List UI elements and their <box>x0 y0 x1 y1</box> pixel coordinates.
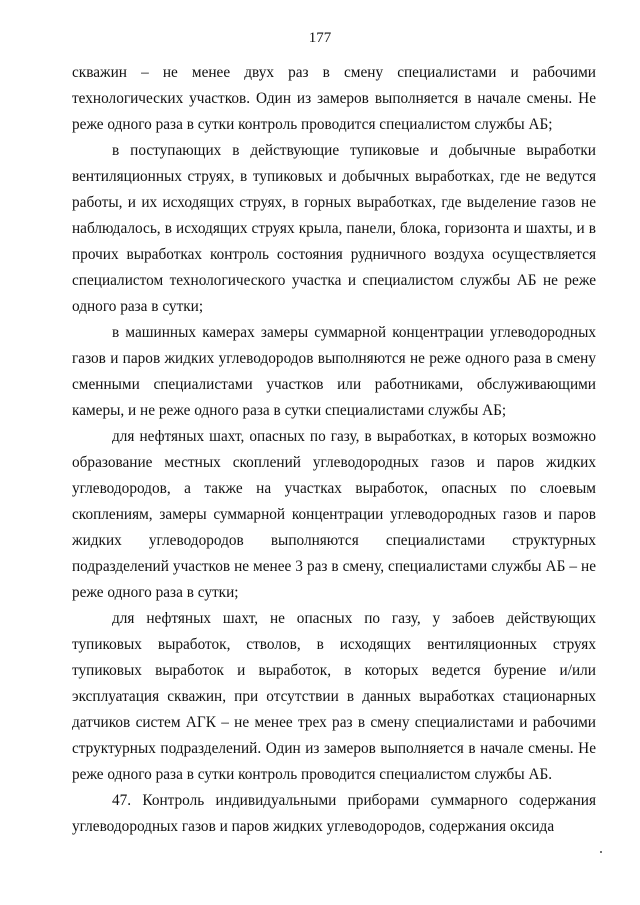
paragraph-3: в машинных камерах замеры суммарной концентрации углеводородных газов и паров жидких углеводородов выполняются не реже одного раза в смену сменными специалистами участков или работниками, обслуживающими камеры, и не реже одного раза в сутки специалистами службы АБ; <box>72 324 596 419</box>
paragraph-5: для нефтяных шахт, не опасных по газу, у забоев действующих тупиковых выработок, стволов, в исходящих вентиляционных струях тупиковых выработок и выработок, в которых ведется бурение и/или эксплуатация скважин, при отсутствии в данных выработках стационарных датчиков систем АГК – не менее трех раз в смену специалистами и рабочими структурных подразделений. Один из замеров выполняется в начале смены. Не реже одного раза в сутки контроль проводится специалистом службы АБ. <box>72 610 596 783</box>
scan-speck <box>600 851 602 853</box>
paragraph-4: для нефтяных шахт, опасных по газу, в выработках, в которых возможно образование местных скоплений углеводородных газов и паров жидких углеводородов, а также на участках выработок, опасных по слоевым скоплениям, замеры суммарной концентрации углеводородных газов и паров жидких углеводородов выполняются специалистами структурных подразделений участков не менее 3 раз в смену, специалистами службы АБ – не реже одного раза в сутки; <box>72 428 596 601</box>
page-number: 177 <box>308 30 332 46</box>
paragraph-2: в поступающих в действующие тупиковые и добычные выработки вентиляционных струях, в тупиковых и добычных выработках, где не ведутся работы, и их исходящих струях, в горных выработках, где выделение газов не наблюдалось, в исходящих струях крыла, панели, блока, горизонта и шахты, и в прочих выработках контроль состояния рудничного воздуха осуществляется специалистом технологического участка и специалистом службы АБ не реже одного раза в сутки; <box>72 142 596 315</box>
paragraph-6: 47. Контроль индивидуальными приборами суммарного содержания углеводородных газов и паров жидких углеводородов, содержания оксида <box>72 792 596 835</box>
document-body <box>72 60 596 840</box>
paragraph-1: скважин – не менее двух раз в смену специалистами и рабочими технологических участков. Один из замеров выполняется в начале смены. Не реже одного раза в сутки контроль проводится специалистом службы АБ; <box>72 64 596 133</box>
